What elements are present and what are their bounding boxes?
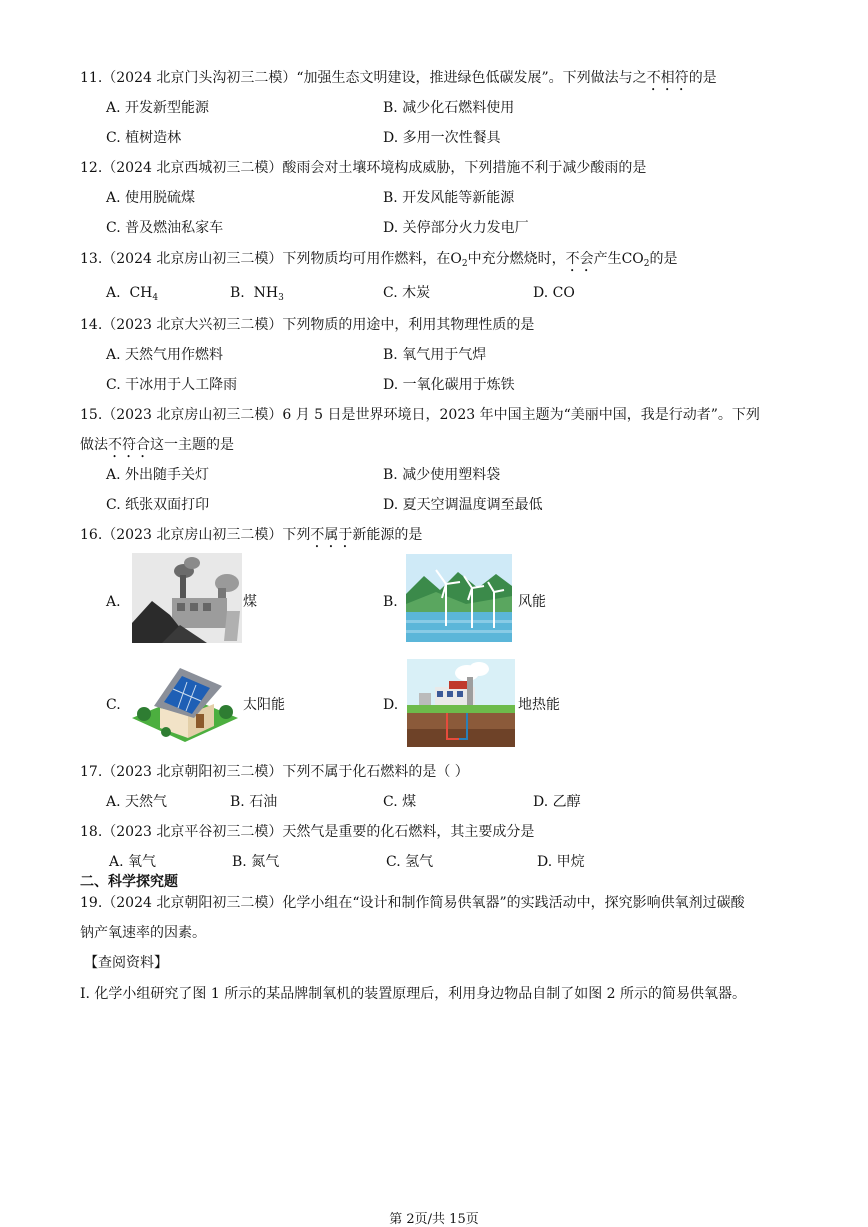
- coal-factory-image: [132, 553, 242, 643]
- question-source: （2023 北京大兴初三二模）: [102, 317, 283, 333]
- option-a: A. 天然气用作燃料: [106, 347, 224, 363]
- question-stem-end: 的是: [649, 251, 678, 267]
- option-d: D. 多用一次性餐具: [383, 130, 501, 146]
- subscript: 2: [643, 259, 650, 269]
- option-a: A. 外出随手关灯: [106, 467, 210, 483]
- option-c: C. 煤: [383, 794, 417, 810]
- question-source: （2024 北京房山初三二模）: [102, 251, 283, 267]
- emphasis-text: 不符合: [108, 437, 150, 453]
- option-a: [106, 283, 158, 308]
- option-c: C. 干冰用于人工降雨: [106, 377, 238, 393]
- question-source: （2023 北京房山初三二模）: [102, 527, 283, 543]
- question-number: 17.: [80, 764, 103, 780]
- question-stem: 化学小组在“设计和制作简易供氧器”的实践活动中，探究影响供氧剂过碳酸: [282, 895, 745, 911]
- option-c: C. 纸张双面打印: [106, 497, 210, 513]
- question-stem: 下列物质的用途中，利用其物理性质的是: [282, 317, 535, 333]
- question-17: [80, 762, 808, 782]
- option-d: D. 夏天空调温度调至最低: [383, 497, 543, 513]
- option-d: D. 甲烷: [537, 854, 585, 870]
- question-19-line2: 钠产氧速率的因素。: [80, 925, 206, 941]
- option-d-text: 地热能: [518, 697, 560, 713]
- page-footer: 第 2页/共 15页: [389, 1212, 479, 1227]
- question-source: （2023 北京平谷初三二模）: [102, 824, 283, 840]
- emphasis-text: 不会: [565, 251, 594, 267]
- question-13: [80, 249, 808, 275]
- question-stem: 产生: [593, 251, 622, 267]
- wind-turbine-image: [406, 554, 512, 642]
- emphasis-text: 不属于: [310, 527, 353, 543]
- question-stem: 下列不属于化石燃料的是（ ）: [282, 764, 469, 780]
- question-number: 13.: [80, 251, 103, 267]
- question-18: [80, 822, 808, 842]
- question-number: 12.: [80, 160, 103, 176]
- subscript: 4: [152, 293, 159, 303]
- question-number: 16.: [80, 527, 103, 543]
- question-source: （2023 北京朝阳初三二模）: [102, 764, 283, 780]
- option-d-label: D.: [383, 697, 399, 713]
- question-16: [80, 525, 808, 551]
- option-b: B. 氮气: [232, 854, 280, 870]
- option-a-label: A.: [106, 594, 121, 610]
- question-source: （2024 北京门头沟初三二模）: [102, 70, 297, 86]
- option-a: A. 天然气: [106, 794, 168, 810]
- geothermal-plant-image: [407, 659, 515, 747]
- option-b-text: 风能: [518, 594, 546, 610]
- subscript: 3: [278, 293, 284, 303]
- emphasis-text: 不相符: [646, 70, 689, 86]
- question-stem: 中充分燃烧时，: [467, 251, 566, 267]
- question-stem-end: 新能源的是: [352, 527, 423, 543]
- option-d: D. 乙醇: [533, 794, 581, 810]
- formula-co2: CO: [621, 251, 644, 267]
- reference-heading: 【查阅资料】: [84, 955, 168, 971]
- question-11: [80, 68, 808, 94]
- question-stem: 下列: [282, 527, 311, 543]
- question-15-line2: [80, 435, 808, 461]
- question-number: 18.: [80, 824, 103, 840]
- question-stem: 6 月 5 日是世界环境日，2023 年中国主题为“美丽中国，我是行动者”。下列: [282, 407, 760, 423]
- question-15: [80, 405, 808, 425]
- formula-nh3: NH: [253, 285, 279, 301]
- question-14: [80, 315, 808, 335]
- option-b: [230, 283, 284, 308]
- option-b: B. 减少使用塑料袋: [383, 467, 501, 483]
- option-d: D. 一氧化碳用于炼铁: [383, 377, 515, 393]
- question-source: （2024 北京朝阳初三二模）: [102, 895, 283, 911]
- question-number: 11.: [80, 70, 103, 86]
- question-stem: 下列物质均可用作燃料，在: [282, 251, 451, 267]
- question-stem-end: 这一主题的是: [150, 437, 234, 453]
- question-source: （2024 北京西城初三二模）: [102, 160, 283, 176]
- reference-paragraph: Ⅰ. 化学小组研究了图 1 所示的某品牌制氧机的装置原理后，利用身边物品自制了如图 2 所示的简易供氧器。: [80, 986, 747, 1002]
- option-d: D. CO: [533, 285, 575, 301]
- option-label: B.: [230, 285, 245, 301]
- option-b: B. 石油: [230, 794, 278, 810]
- option-b: B. 氧气用于气焊: [383, 347, 487, 363]
- question-number: 15.: [80, 407, 103, 423]
- option-a: A. 氧气: [109, 854, 157, 870]
- option-b: B. 开发风能等新能源: [383, 190, 515, 206]
- formula-ch4: CH: [129, 285, 153, 301]
- question-number: 19.: [80, 895, 103, 911]
- option-c: C. 木炭: [383, 285, 431, 301]
- option-b-label: B.: [383, 594, 398, 610]
- question-stem: “加强生态文明建设，推进绿色低碳发展”。下列做法与之: [296, 70, 647, 86]
- option-c: C. 植树造林: [106, 130, 182, 146]
- question-number: 14.: [80, 317, 103, 333]
- option-label: A.: [106, 285, 121, 301]
- question-stem: 天然气是重要的化石燃料，其主要成分是: [282, 824, 535, 840]
- option-a-text: 煤: [243, 594, 257, 610]
- question-stem: 酸雨会对土壤环境构成威胁，下列措施不利于减少酸雨的是: [282, 160, 647, 176]
- subscript: 2: [461, 259, 468, 269]
- option-b: B. 减少化石燃料使用: [383, 100, 515, 116]
- question-stem-end: 的是: [688, 70, 717, 86]
- question-19: [80, 893, 808, 913]
- option-d: D. 关停部分火力发电厂: [383, 220, 529, 236]
- option-c: C. 普及燃油私家车: [106, 220, 224, 236]
- question-12: [80, 158, 808, 178]
- option-c: C. 氢气: [386, 854, 434, 870]
- formula-o2: O: [450, 251, 462, 267]
- section-heading: 二、科学探究题: [80, 874, 178, 890]
- option-c-text: 太阳能: [243, 697, 285, 713]
- question-source: （2023 北京房山初三二模）: [102, 407, 283, 423]
- solar-house-image: [130, 656, 240, 746]
- option-a: A. 使用脱硫煤: [106, 190, 196, 206]
- option-c-label: C.: [106, 697, 121, 713]
- question-stem: 做法: [80, 437, 108, 453]
- option-a: A. 开发新型能源: [106, 100, 210, 116]
